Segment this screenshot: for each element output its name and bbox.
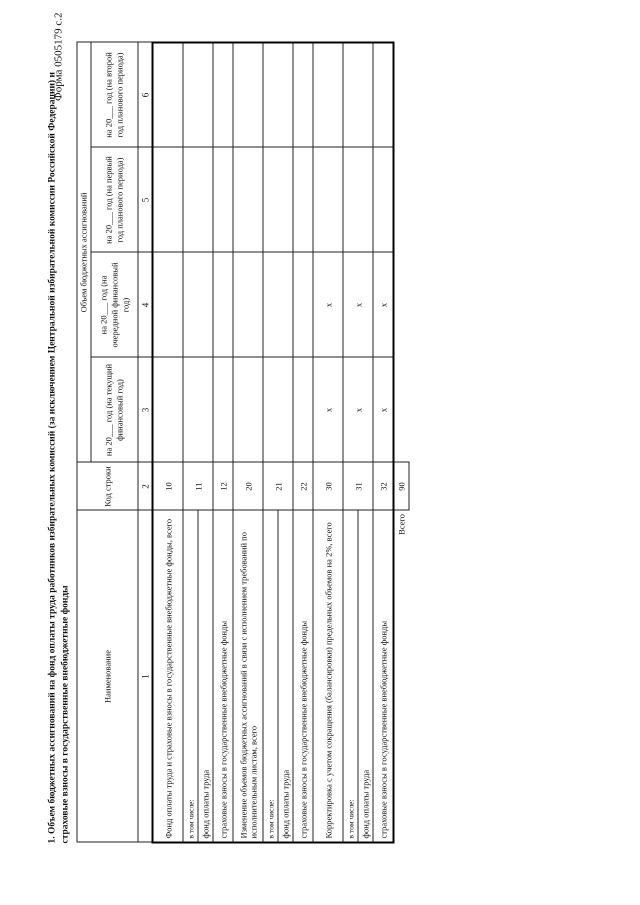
row-name: Корректировка с учетом сокращения (балансировки) предельных объемов на 2%, всего <box>313 510 343 842</box>
blank-cell <box>393 147 409 252</box>
table-row <box>263 42 278 842</box>
cell-col6[interactable] <box>152 42 183 147</box>
row-name: фонд оплаты труда <box>278 510 293 842</box>
total-code: 90 <box>393 462 409 510</box>
row-name: страховые взносы в государственные внебюджетные фонды <box>373 510 394 842</box>
cell-col4[interactable] <box>213 252 233 357</box>
cell-col3[interactable] <box>152 357 183 462</box>
table-row <box>293 42 313 842</box>
header-code: Код строки <box>77 462 138 510</box>
colnum-5: 5 <box>138 147 153 252</box>
row-code: 32 <box>373 462 394 510</box>
cell-col4[interactable]: x <box>343 252 373 357</box>
cell-col4[interactable]: x <box>373 252 394 357</box>
cell-col6[interactable] <box>213 42 233 147</box>
row-code: 21 <box>263 462 293 510</box>
colnum-3: 3 <box>138 357 153 462</box>
cell-col3[interactable] <box>293 357 313 462</box>
cell-col4[interactable] <box>263 252 293 357</box>
colnum-6: 6 <box>138 42 153 147</box>
cell-col5[interactable] <box>293 147 313 252</box>
cell-col6[interactable] <box>373 42 394 147</box>
cell-col6[interactable] <box>233 42 263 147</box>
cell-col3[interactable]: x <box>343 357 373 462</box>
cell-col4[interactable] <box>183 252 213 357</box>
row-name: в том числе: <box>263 510 278 842</box>
row-name: фонд оплаты труда <box>198 510 213 842</box>
cell-col3[interactable] <box>233 357 263 462</box>
row-code: 10 <box>152 462 183 510</box>
row-name: Фонд оплаты труда и страховые взносы в государственные внебюджетные фонды, всего <box>152 510 183 842</box>
table-row <box>233 42 263 842</box>
table-row <box>373 42 394 842</box>
row-name: фонд оплаты труда <box>358 510 373 842</box>
total-label: Всего <box>396 513 407 535</box>
cell-col5[interactable] <box>183 147 213 252</box>
table-row <box>213 42 233 842</box>
table-row <box>152 42 183 842</box>
cell-col3[interactable] <box>213 357 233 462</box>
blank-cell <box>393 357 409 462</box>
row-name: страховые взносы в государственные внебюджетные фонды <box>293 510 313 842</box>
cell-col3[interactable] <box>263 357 293 462</box>
form-code: Форма 0505179 с.2 <box>52 12 64 101</box>
row-code: 31 <box>343 462 373 510</box>
row-code: 30 <box>313 462 343 510</box>
budget-table <box>76 41 409 843</box>
colnum-1: 1 <box>138 510 153 842</box>
table-row <box>343 42 358 842</box>
blank-cell <box>393 42 409 147</box>
total-row <box>393 42 409 842</box>
cell-col5[interactable] <box>233 147 263 252</box>
cell-col5[interactable] <box>263 147 293 252</box>
cell-col6[interactable] <box>313 42 343 147</box>
header-col3: на 20___ год (на текущий финансовый год) <box>91 357 138 462</box>
cell-col6[interactable] <box>183 42 213 147</box>
row-name: страховые взносы в государственные внебюджетные фонды <box>213 510 233 842</box>
header-col5: на 20___ год (на первый год планового периода) <box>91 147 138 252</box>
cell-col6[interactable] <box>293 42 313 147</box>
row-code: 11 <box>183 462 213 510</box>
row-name: Изменение объемов бюджетных ассигнований в связи с исполнением требований по исполнительным листам, всего <box>233 510 263 842</box>
row-code: 12 <box>213 462 233 510</box>
cell-col4[interactable] <box>152 252 183 357</box>
section-title: 1. Объем бюджетных ассигнований на фонд оплаты труда работников избирательных комиссий (за исключением Центральной избирательной комиссии Российской Федерации) и страховые взносы в государственные внебюджетные фонды <box>47 71 70 843</box>
cell-col3[interactable] <box>183 357 213 462</box>
blank-cell <box>393 252 409 357</box>
row-code: 20 <box>233 462 263 510</box>
header-volume: Объем бюджетных ассигнований <box>77 42 91 462</box>
cell-col5[interactable] <box>343 147 373 252</box>
header-col4: на 20___ год (на очередной финансовый год) <box>91 252 138 357</box>
cell-col4[interactable] <box>233 252 263 357</box>
cell-col5[interactable] <box>213 147 233 252</box>
cell-col4[interactable] <box>293 252 313 357</box>
colnum-4: 4 <box>138 252 153 357</box>
cell-col5[interactable] <box>152 147 183 252</box>
cell-col3[interactable]: x <box>373 357 394 462</box>
cell-col4[interactable]: x <box>313 252 343 357</box>
header-col6: на 20___ год (на второй год планового периода) <box>91 42 138 147</box>
cell-col3[interactable]: x <box>313 357 343 462</box>
row-name: в том числе: <box>183 510 198 842</box>
header-name: Наименование <box>77 510 138 842</box>
table-row <box>313 42 343 842</box>
cell-col6[interactable] <box>263 42 293 147</box>
cell-col6[interactable] <box>343 42 373 147</box>
colnum-2: 2 <box>138 462 153 510</box>
row-name: в том числе: <box>343 510 358 842</box>
row-code: 22 <box>293 462 313 510</box>
cell-col5[interactable] <box>373 147 394 252</box>
table-row <box>183 42 198 842</box>
cell-col5[interactable] <box>313 147 343 252</box>
